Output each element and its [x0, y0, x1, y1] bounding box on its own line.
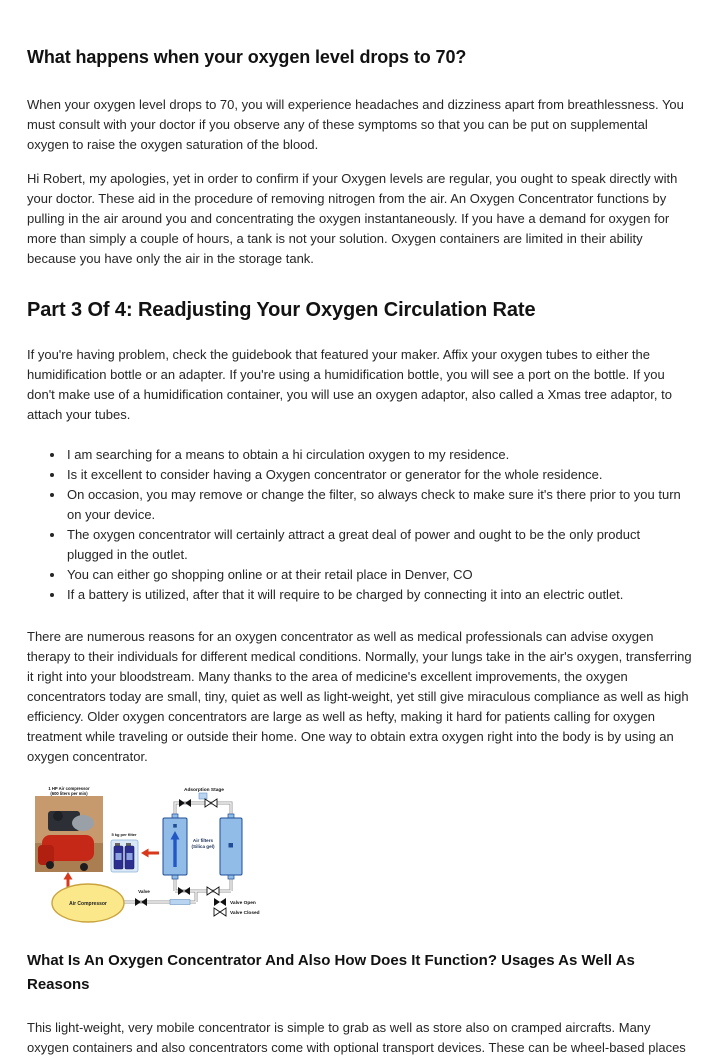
list-item: • The oxygen concentrator will certainly attract a great deal of power and ought to be the only product plugged in the outlet.: [65, 525, 687, 565]
photo-caption-line1: 1 HP Air compressor: [48, 786, 90, 792]
air-filters-label-line2: (Silica gel): [191, 844, 215, 850]
legend-valve-open-label: Valve Open: [230, 901, 256, 907]
paragraph-hi-robert: Hi Robert, my apologies, yet in order to confirm if your Oxygen levels are regular, you ought to speak directly with your doctor. These aid in the procedure of removing nitrogen from the air. An Oxygen Concentrator functions by pulling in the air around you and concentrating the oxygen instantaneously. If you have a demand for oxygen for more than simply a couple of hours, a tank is not your solution. Oxygen containers are limited in their ability because you have only the air in the storage tank.: [27, 171, 678, 267]
paragraph-lightweight-concentrator: This light-weight, very mobile concentrator is simple to grab as well as store also on cramped aircrafts. Many oxygen containers and also concentrators come with optional transport devices. These can be wheel-based places: [27, 1019, 686, 1055]
oxygen-concentrator-diagram: [28, 783, 290, 933]
heading-part-3-of-4: Part 3 Of 4: Readjusting Your Oxygen Circulation Rate: [27, 299, 536, 322]
air-compressor-node: [52, 884, 124, 922]
paragraph-oxygen-level: When your oxygen level drops to 70, you will experience headaches and dizziness apart from breathlessness. You must consult with your doctor if you observe any of these symptoms so that you can be put on supplemental oxygen to raise the oxygen saturation of the blood.: [27, 97, 684, 153]
list-item: • I am searching for a means to obtain a hi circulation oxygen to my residence.: [65, 445, 687, 465]
adsorption-column-left: [163, 814, 187, 879]
valve-closed-icon: [207, 887, 219, 895]
valve-open-icon: [178, 887, 190, 895]
diagram-svg: [28, 783, 290, 933]
valve-closed-icon: [205, 799, 217, 807]
legend-valve-closed-label: Valve Closed: [230, 911, 260, 917]
valve-label: Valve: [138, 889, 150, 895]
article-page: [27, 46, 693, 1058]
bullet-list: [27, 445, 687, 605]
filter-weight-label: 5 kg per filter: [111, 832, 137, 838]
red-arrow-left-icon: [141, 849, 159, 858]
list-item: • On occasion, you may remove or change the filter, so always check to make sure it's there prior to you turn on your device.: [65, 485, 687, 525]
valve-open-icon: [135, 898, 147, 906]
heading-oxygen-level-drops: What happens when your oxygen level drops to 70?: [27, 47, 467, 67]
legend: [214, 898, 260, 916]
list-item: • You can either go shopping online or at their retail place in Denver, CO: [65, 565, 687, 585]
heading-what-is-oxygen-concentrator: What Is An Oxygen Concentrator And Also How Does It Function? Usages As Well As Reasons: [27, 952, 635, 993]
legend-valve-open-icon: [214, 898, 226, 906]
air-compressor-label: Air Compressor: [69, 901, 107, 908]
adsorption-column-right: [220, 814, 242, 879]
list-item: • Is it excellent to consider having a Oxygen concentrator or generator for the whole residence.: [65, 465, 687, 485]
air-filters-label-line1: Air filters: [192, 838, 214, 844]
compressor-photo: [35, 796, 103, 872]
stage-tag-chip: [199, 793, 207, 799]
paragraph-numerous-reasons: There are numerous reasons for an oxygen concentrator as well as medical professionals can advise oxygen therapy to their individuals for different medical conditions. Normally, your lungs take in the air's oxygen, transferring it right into your bloodstream. Many thanks to the area of medicine's excellent improvements, the oxygen concentrators today are small, tiny, quiet as well as light-weight, yet still give miraculous compliance as well as high efficiency. Older oxygen concentrators are large as well as hefty, making it hard for patients calling for oxygen treatment while traveling or outside their home. One way to obtain extra oxygen right into the body is by using an oxygen concentrator.: [27, 629, 692, 765]
pipe-tag-chip: [170, 900, 190, 905]
paragraph-guidebook: If you're having problem, check the guidebook that featured your maker. Affix your oxygen tubes to either the humidification bottle or an adapter. If you're using a humidification bottle, you will see a port on the bottle. If you don't make use of a humidification container, you will use an oxygen adaptor, also called a Xmas tree adaptor, to attach your tubes.: [27, 347, 672, 423]
photo-caption-line2: (600 liters per min): [50, 791, 88, 797]
legend-valve-closed-icon: [214, 908, 226, 916]
adsorption-stage-label: Adsorption Stage: [184, 788, 224, 794]
red-arrow-up-icon: [64, 872, 73, 887]
valve-open-icon: [179, 799, 191, 807]
list-item: • If a battery is utilized, after that it will require to be charged by connecting it into an electric outlet.: [65, 585, 687, 605]
filter-cartridges: [111, 840, 138, 872]
